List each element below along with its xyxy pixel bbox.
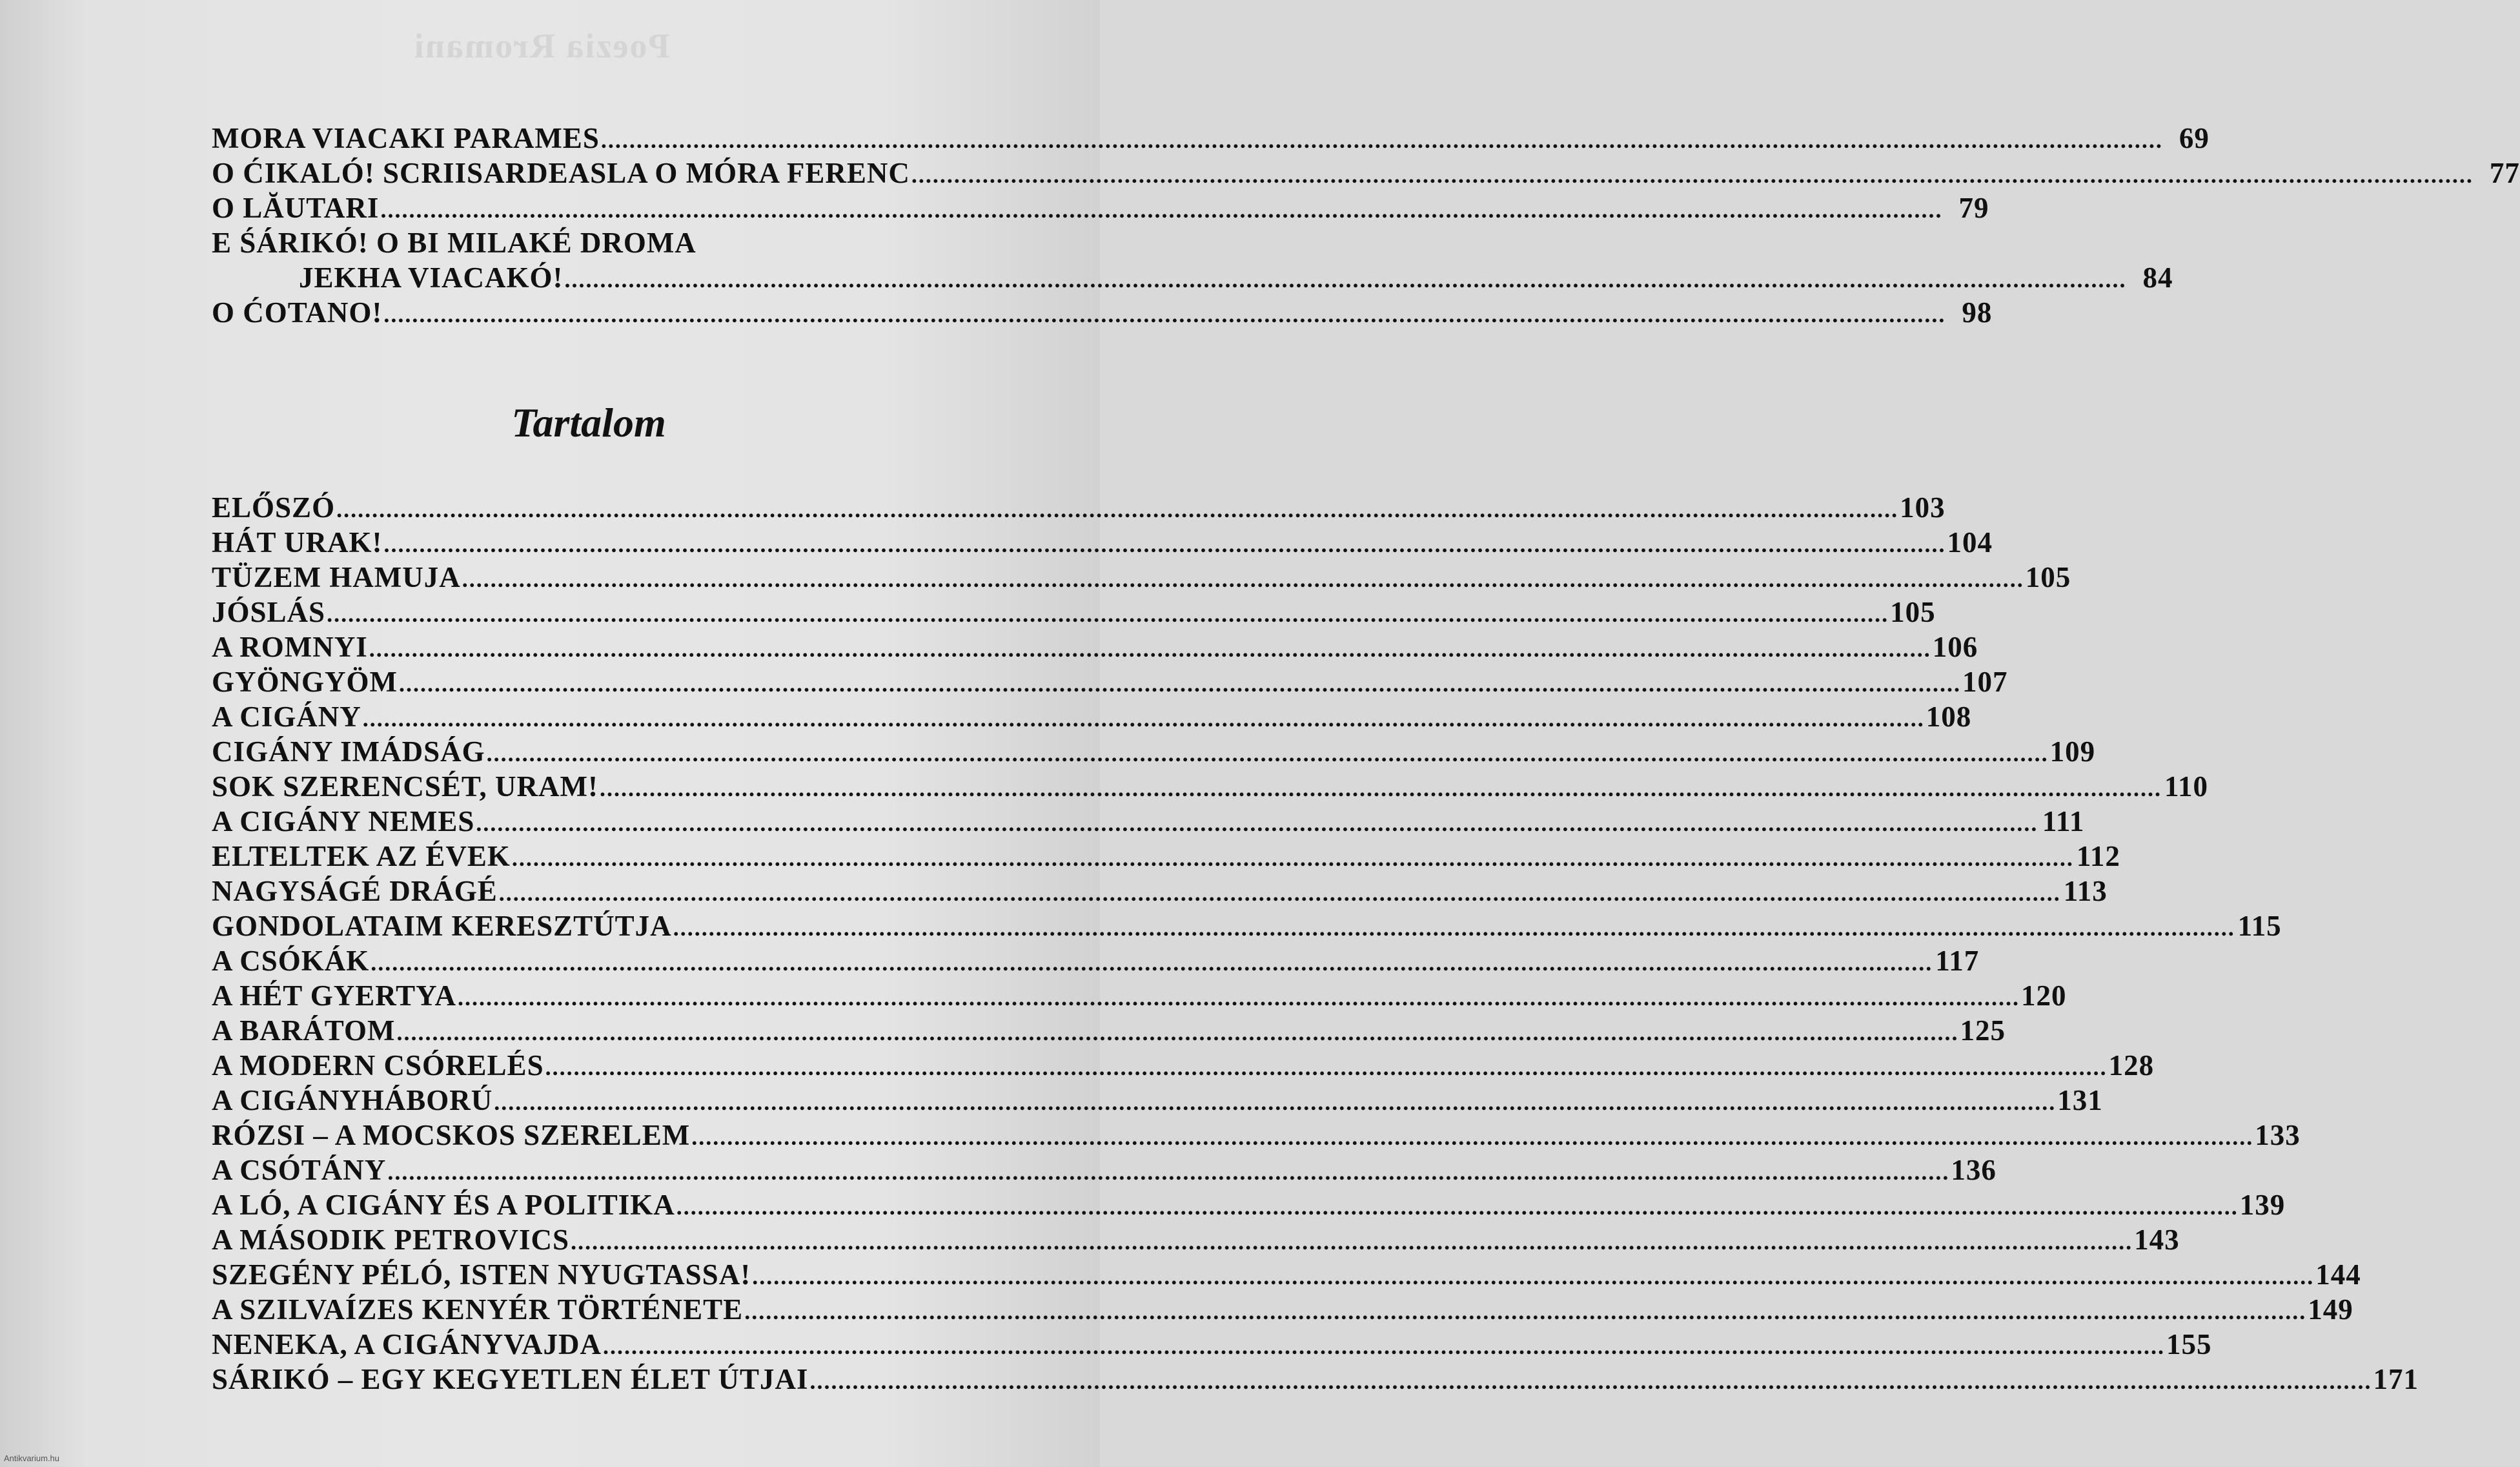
dot-leader: ............................................................................................................................................................................................................................ [380, 197, 1943, 223]
dot-leader: ............................................................................................................................................................................................................................ [545, 1054, 2108, 1080]
toc-entry-page: 128 [2108, 1049, 2155, 1082]
toc-entry-page: 107 [1962, 666, 2008, 698]
toc-entry-page: 120 [2021, 980, 2067, 1012]
dot-leader: ............................................................................................................................................................................................................................ [336, 497, 1899, 522]
toc-entry [212, 1328, 2212, 1362]
toc-entry-page: 105 [2025, 561, 2071, 593]
toc-entry [212, 630, 1978, 665]
toc-entry-page: 105 [1890, 596, 1936, 628]
toc-entry [212, 121, 2210, 156]
toc-entry [212, 1362, 2419, 1397]
toc-entry [212, 874, 2108, 909]
toc-entry-page: 133 [2255, 1119, 2301, 1151]
toc-entry [212, 156, 2520, 191]
toc-entry [212, 1293, 2353, 1328]
dot-leader: ............................................................................................................................................................................................................................ [486, 741, 2049, 766]
toc-entry-page: 113 [2063, 875, 2108, 907]
toc-entry [212, 1083, 2103, 1118]
dot-leader: ............................................................................................................................................................................................................................ [600, 127, 2163, 153]
toc-entry-page: 109 [2049, 735, 2096, 768]
toc-entry-page: 77 [2489, 157, 2520, 189]
toc-entry-page: 149 [2308, 1293, 2353, 1326]
toc-entry-page: 136 [1951, 1154, 1997, 1186]
dot-leader: ............................................................................................................................................................................................................................ [371, 950, 1933, 976]
toc-entry-page: 108 [1926, 701, 1972, 733]
toc-entry [212, 1153, 1997, 1188]
dot-leader: ............................................................................................................................................................................................................................ [676, 1194, 2239, 1220]
toc-entry-title: A MODERN CSÓRELÉS [212, 1049, 544, 1082]
toc-entry-page: 103 [1900, 491, 1946, 524]
toc-entry [212, 491, 1946, 526]
dot-leader: ............................................................................................................................................................................................................................ [691, 1124, 2254, 1150]
toc-entry-page: 69 [2179, 122, 2210, 154]
toc-entry-title: A HÉT GYERTYA [212, 980, 457, 1012]
toc-entry [212, 1118, 2301, 1153]
toc-entry-title: SOK SZERENCSÉT, URAM! [212, 770, 599, 803]
toc-entry-title: O ĆIKALÓ! SCRIISARDEASLA O MÓRA FERENC [212, 157, 910, 189]
toc-entry-title: O LĂUTARI [212, 192, 380, 224]
toc-entry-title: JÓSLÁS [212, 596, 326, 628]
toc-entry-page: 84 [2142, 262, 2173, 294]
toc-entry-page: 155 [2166, 1328, 2212, 1360]
toc-entry [212, 1223, 2180, 1258]
toc-entry [212, 665, 2008, 700]
toc-entry [212, 526, 1993, 560]
toc-entry-title: NENEKA, A CIGÁNYVAJDA [212, 1328, 602, 1360]
toc-entry-page: 112 [2076, 840, 2120, 872]
dot-leader: ............................................................................................................................................................................................................................ [673, 915, 2235, 941]
toc-entry-page: 117 [1935, 945, 1980, 977]
toc-entry [212, 296, 1993, 331]
toc-entry [212, 1049, 2155, 1083]
dot-leader: ............................................................................................................................................................................................................................ [383, 531, 1946, 557]
toc-entry-title: E ŚÁRIKÓ! O BI MILAKÉ DROMA [212, 227, 696, 259]
toc-entry-title: A CIGÁNYHÁBORÚ [212, 1084, 493, 1116]
dot-leader: ............................................................................................................................................................................................................................ [911, 162, 2474, 188]
dot-leader: ............................................................................................................................................................................................................................ [571, 1229, 2133, 1255]
dot-leader: ............................................................................................................................................................................................................................ [327, 601, 1889, 627]
toc-entry-page: 111 [2042, 805, 2085, 837]
dot-leader: ............................................................................................................................................................................................................................ [476, 810, 2038, 836]
toc-entry-page: 115 [2237, 910, 2282, 942]
toc-entry-title: A BARÁTOM [212, 1014, 396, 1047]
toc-entry-title: SÁRIKÓ – EGY KEGYETLEN ÉLET ÚTJAI [212, 1363, 809, 1395]
toc-entry-title: RÓZSI – A MOCSKOS SZERELEM [212, 1119, 691, 1151]
toc-entry [212, 909, 2282, 944]
dot-leader: ............................................................................................................................................................................................................................ [600, 775, 2162, 801]
contents-heading: Tartalom [511, 400, 666, 446]
dot-leader: ............................................................................................................................................................................................................................ [498, 880, 2061, 906]
toc-entry-title: A CSÓKÁK [212, 945, 370, 977]
dot-leader: ............................................................................................................................................................................................................................ [809, 1368, 2372, 1394]
dot-leader: ............................................................................................................................................................................................................................ [462, 566, 2024, 592]
toc-entry-title: CIGÁNY IMÁDSÁG [212, 735, 485, 768]
toc-entry [212, 261, 2173, 296]
toc-entry-page: 131 [2057, 1084, 2103, 1116]
toc-entry-title: O ĆOTANO! [212, 296, 383, 329]
toc-entry [212, 1014, 2006, 1049]
toc-entry [212, 805, 2085, 839]
toc-entry-title: A CSÓTÁNY [212, 1154, 387, 1186]
dot-leader: ............................................................................................................................................................................................................................ [752, 1264, 2315, 1289]
dot-leader: ............................................................................................................................................................................................................................ [458, 985, 2020, 1010]
dot-leader: ............................................................................................................................................................................................................................ [369, 636, 1931, 662]
toc-entry-page: 125 [1960, 1014, 2006, 1047]
toc-entry-page: 171 [2373, 1363, 2419, 1395]
toc-entry-page: 110 [2164, 770, 2209, 803]
toc-entry [212, 595, 1936, 630]
dot-leader: ............................................................................................................................................................................................................................ [564, 267, 2127, 292]
toc-entry-page: 143 [2134, 1224, 2180, 1256]
dot-leader: ............................................................................................................................................................................................................................ [398, 671, 1961, 697]
toc-section-hungarian [212, 491, 2419, 1397]
dot-leader: ............................................................................................................................................................................................................................ [494, 1089, 2057, 1115]
toc-entry [212, 979, 2067, 1014]
toc-entry-title: NAGYSÁGÉ DRÁGÉ [212, 875, 498, 907]
toc-section-romani [212, 121, 2520, 331]
toc-entry [212, 944, 1980, 979]
toc-entry [212, 191, 1989, 226]
toc-entry-page: 139 [2239, 1189, 2286, 1221]
bleed-through-header: Poezia Rromani [413, 26, 670, 65]
dot-leader: ............................................................................................................................................................................................................................ [383, 302, 1946, 327]
toc-entry-title: A MÁSODIK PETROVICS [212, 1224, 570, 1256]
toc-entry-title: A SZILVAÍZES KENYÉR TÖRTÉNETE [212, 1293, 744, 1326]
toc-entry-title: A CIGÁNY NEMES [212, 805, 475, 837]
toc-entry-page: 98 [1962, 296, 1993, 329]
toc-entry [212, 1188, 2286, 1223]
toc-entry-title: A ROMNYI [212, 631, 368, 663]
dot-leader: ............................................................................................................................................................................................................................ [362, 706, 1925, 732]
dot-leader: ............................................................................................................................................................................................................................ [744, 1298, 2307, 1324]
toc-entry-title: HÁT URAK! [212, 526, 383, 559]
dot-leader: ............................................................................................................................................................................................................................ [511, 845, 2074, 871]
toc-entry-page: 79 [1958, 192, 1989, 224]
toc-entry-title: A CIGÁNY [212, 701, 361, 733]
toc-entry-page: 104 [1947, 526, 1993, 559]
toc-entry-title: A LÓ, A CIGÁNY ÉS A POLITIKA [212, 1189, 675, 1221]
toc-entry-title: GONDOLATAIM KERESZTÚTJA [212, 910, 672, 942]
toc-entry-title: ELTELTEK AZ ÉVEK [212, 840, 511, 872]
toc-entry-page: 106 [1932, 631, 1978, 663]
toc-entry [212, 735, 2096, 770]
toc-entry-page: 144 [2315, 1258, 2361, 1291]
toc-entry-title: SZEGÉNY PÉLÓ, ISTEN NYUGTASSA! [212, 1258, 751, 1291]
dot-leader: ............................................................................................................................................................................................................................ [603, 1333, 2166, 1359]
toc-entry [212, 839, 2120, 874]
toc-entry-title: TÜZEM HAMUJA [212, 561, 461, 593]
toc-entry [212, 226, 999, 261]
toc-entry-title: JEKHA VIACAKÓ! [299, 262, 564, 294]
toc-entry [212, 1258, 2361, 1293]
toc-entry [212, 700, 1972, 735]
toc-entry-title: MORA VIACAKI PARAMES [212, 122, 600, 154]
toc-entry [212, 770, 2209, 805]
toc-entry [212, 560, 2071, 595]
watermark: Antikvarium.hu [4, 1453, 59, 1463]
toc-entry-title: ELŐSZÓ [212, 491, 336, 524]
dot-leader: ............................................................................................................................................................................................................................ [387, 1159, 1950, 1185]
toc-entry-title: GYÖNGYÖM [212, 666, 398, 698]
dot-leader: ............................................................................................................................................................................................................................ [396, 1020, 1959, 1045]
